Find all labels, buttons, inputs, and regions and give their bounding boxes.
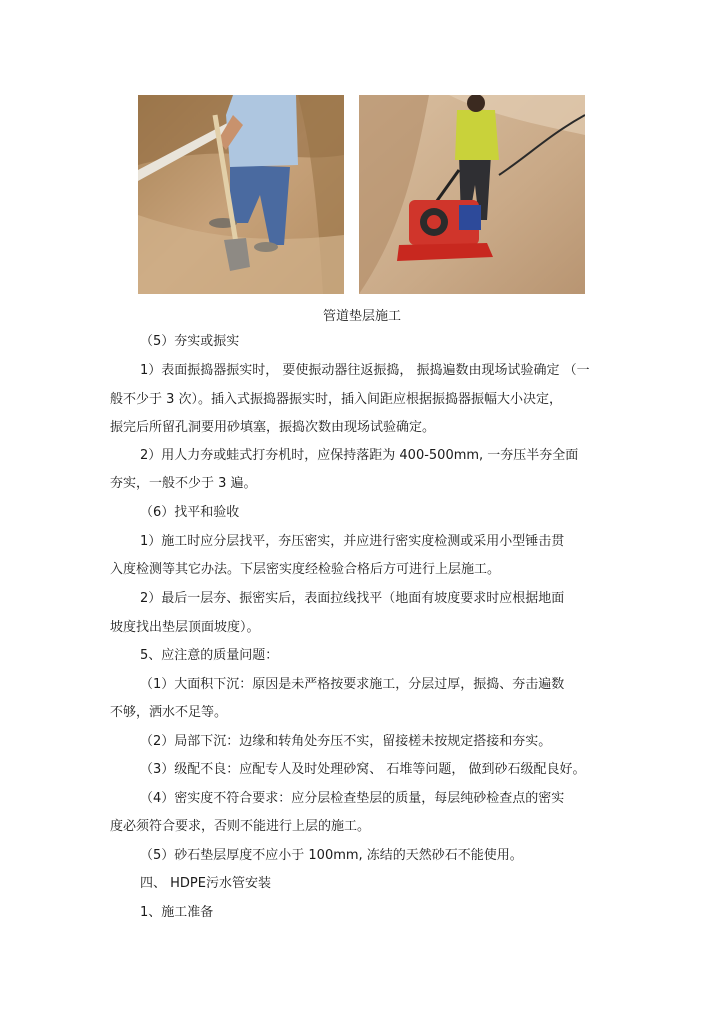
- body-line: 2）最后一层夯、振密实后，表面拉线找平（地面有坡度要求时应根据地面: [140, 591, 565, 606]
- body-line: （4）密实度不符合要求：应分层检查垫层的质量，每层纯砂检查点的密实: [140, 791, 565, 806]
- body-line: （2）局部下沉：边缘和转角处夯压不实，留接槎未按规定搭接和夯实。: [140, 734, 552, 749]
- photo-plate-compactor: [359, 95, 585, 294]
- body-line: 1）施工时应分层找平，夯压密实，并应进行密实度检测或采用小型锤击贯: [140, 534, 565, 549]
- body-line: 入度检测等其它办法。下层密实度经检验合格后方可进行上层施工。: [110, 562, 501, 577]
- section-heading: 5、应注意的质量问题：: [140, 648, 279, 663]
- body-line: （1）大面积下沉：原因是未严格按要求施工，分层过厚，振捣、夯击遍数: [140, 677, 565, 692]
- figure-caption: 管道垫层施工: [322, 309, 401, 324]
- body-line: 振完后所留孔洞要用砂填塞，振捣次数由现场试验确定。: [110, 420, 436, 435]
- body-line: 坡度找出垫层顶面坡度）。: [110, 620, 260, 635]
- section-heading: 1、施工准备: [140, 905, 214, 920]
- body-line: 1）表面振捣器振实时， 要使振动器往返振捣， 振捣遍数由现场试验确定 （一: [140, 363, 590, 378]
- body-line: （5）夯实或振实: [140, 334, 240, 349]
- photo-worker-shoveling: [138, 95, 344, 294]
- body-line: 度必须符合要求，否则不能进行上层的施工。: [110, 819, 371, 834]
- body-line: 不够，洒水不足等。: [110, 705, 228, 720]
- body-line: 般不少于 3 次）。插入式振捣器振实时，插入间距应根据振捣器振幅大小决定，: [110, 392, 563, 407]
- body-line: 2）用人力夯或蛙式打夯机时，应保持落距为 400-500mm, 一夯压半夯全面: [140, 448, 579, 463]
- body-line: 夯实，一般不少于 3 遍。: [110, 476, 257, 491]
- body-line: （5）砂石垫层厚度不应小于 100mm, 冻结的天然砂石不能使用。: [140, 848, 523, 863]
- body-line: （6）找平和验收: [140, 505, 240, 520]
- body-line: （3）级配不良：应配专人及时处理砂窝、 石堆等问题， 做到砂石级配良好。: [140, 762, 586, 777]
- section-heading: 四、 HDPE污水管安装: [140, 876, 271, 891]
